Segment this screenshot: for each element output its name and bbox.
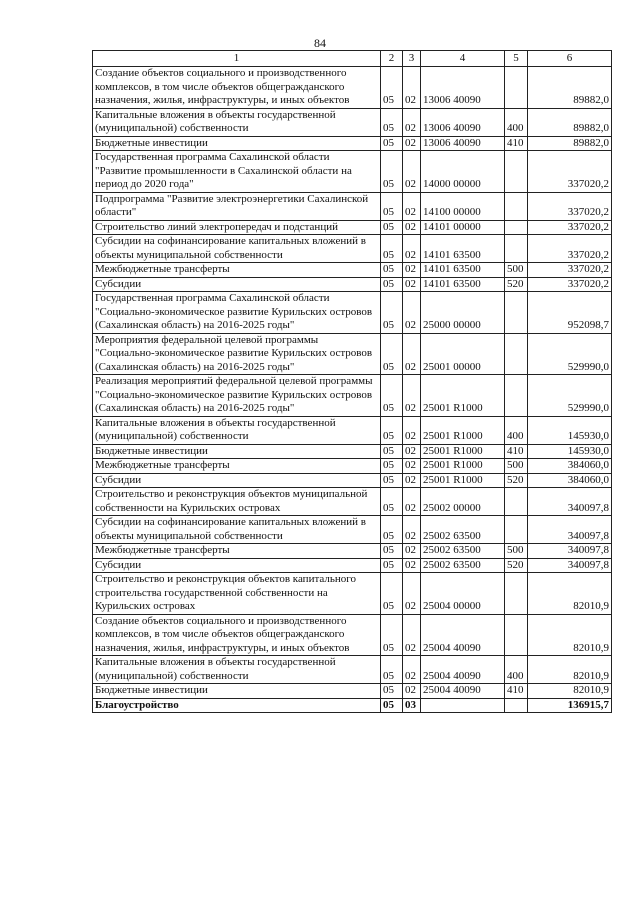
row-expense-type-cell bbox=[505, 192, 528, 220]
row-target-article-cell: 25002 63500 bbox=[421, 544, 505, 559]
row-section-cell: 05 bbox=[381, 333, 403, 375]
row-expense-type-cell bbox=[505, 614, 528, 656]
table-row bbox=[93, 444, 612, 459]
row-amount-cell: 82010,9 bbox=[528, 684, 612, 699]
row-target-article-cell: 25002 00000 bbox=[421, 488, 505, 516]
table-row bbox=[93, 375, 612, 417]
row-target-article-cell: 25001 R1000 bbox=[421, 459, 505, 474]
row-name-cell: Субсидии bbox=[93, 277, 381, 292]
row-section-cell: 05 bbox=[381, 235, 403, 263]
row-section-cell: 05 bbox=[381, 444, 403, 459]
row-amount-cell: 82010,9 bbox=[528, 573, 612, 615]
row-name-cell: Подпрограмма "Развитие электроэнергетики Сахалинской области" bbox=[93, 192, 381, 220]
row-target-article-cell: 14100 00000 bbox=[421, 192, 505, 220]
row-subsection-cell: 02 bbox=[403, 67, 421, 109]
row-amount-cell: 340097,8 bbox=[528, 544, 612, 559]
row-name-cell: Строительство линий электропередач и подстанций bbox=[93, 220, 381, 235]
row-target-article-cell: 25001 R1000 bbox=[421, 444, 505, 459]
row-subsection-cell: 02 bbox=[403, 263, 421, 278]
row-name-cell: Субсидии на софинансирование капитальных вложений в объекты муниципальной собственности bbox=[93, 235, 381, 263]
row-name-cell: Государственная программа Сахалинской области "Развитие промышленности в Сахалинской области на период до 2020 года" bbox=[93, 151, 381, 193]
row-section-cell: 05 bbox=[381, 573, 403, 615]
row-target-article-cell: 25001 00000 bbox=[421, 333, 505, 375]
row-section-cell: 05 bbox=[381, 656, 403, 684]
row-name-cell: Создание объектов социального и производственного комплексов, в том числе объектов общегражданского назначения, жилья, инфраструктуры, и иных объектов bbox=[93, 67, 381, 109]
table-row bbox=[93, 573, 612, 615]
row-amount-cell: 529990,0 bbox=[528, 375, 612, 417]
table-row bbox=[93, 192, 612, 220]
row-section-cell: 05 bbox=[381, 151, 403, 193]
row-name-cell: Субсидии bbox=[93, 558, 381, 573]
row-amount-cell: 384060,0 bbox=[528, 473, 612, 488]
table-row bbox=[93, 614, 612, 656]
row-section-cell: 05 bbox=[381, 416, 403, 444]
row-expense-type-cell: 520 bbox=[505, 558, 528, 573]
row-section-cell: 05 bbox=[381, 136, 403, 151]
row-target-article-cell: 25002 63500 bbox=[421, 558, 505, 573]
row-subsection-cell: 02 bbox=[403, 444, 421, 459]
row-section-cell: 05 bbox=[381, 698, 403, 713]
row-amount-cell: 89882,0 bbox=[528, 136, 612, 151]
row-section-cell: 05 bbox=[381, 292, 403, 334]
row-amount-cell: 340097,8 bbox=[528, 488, 612, 516]
row-expense-type-cell bbox=[505, 488, 528, 516]
row-section-cell: 05 bbox=[381, 277, 403, 292]
row-target-article-cell: 13006 40090 bbox=[421, 108, 505, 136]
row-amount-cell: 337020,2 bbox=[528, 220, 612, 235]
row-section-cell: 05 bbox=[381, 558, 403, 573]
row-name-cell: Межбюджетные трансферты bbox=[93, 263, 381, 278]
row-name-cell: Капитальные вложения в объекты государственной (муниципальной) собственности bbox=[93, 108, 381, 136]
row-subsection-cell: 02 bbox=[403, 459, 421, 474]
budget-table bbox=[92, 50, 612, 713]
row-target-article-cell: 25001 R1000 bbox=[421, 416, 505, 444]
row-name-cell: Межбюджетные трансферты bbox=[93, 544, 381, 559]
row-target-article-cell: 14000 00000 bbox=[421, 151, 505, 193]
row-name-cell: Реализация мероприятий федеральной целевой программы "Социально-экономическое развитие Курильских островов (Сахалинская область) на 2016-2025 годы" bbox=[93, 375, 381, 417]
column-header-expense-type: 5 bbox=[505, 51, 528, 67]
table-row bbox=[93, 220, 612, 235]
row-target-article-cell: 14101 63500 bbox=[421, 235, 505, 263]
row-amount-cell: 136915,7 bbox=[528, 698, 612, 713]
table-row bbox=[93, 698, 612, 713]
table-row bbox=[93, 151, 612, 193]
row-name-cell: Строительство и реконструкция объектов капитального строительства государственной собственности на Курильских островах bbox=[93, 573, 381, 615]
row-expense-type-cell bbox=[505, 67, 528, 109]
row-subsection-cell: 02 bbox=[403, 416, 421, 444]
row-name-cell: Мероприятия федеральной целевой программы "Социально-экономическое развитие Курильских островов (Сахалинская область) на 2016-2025 годы" bbox=[93, 333, 381, 375]
row-subsection-cell: 02 bbox=[403, 573, 421, 615]
row-expense-type-cell: 400 bbox=[505, 416, 528, 444]
row-name-cell: Капитальные вложения в объекты государственной (муниципальной) собственности bbox=[93, 656, 381, 684]
table-row bbox=[93, 235, 612, 263]
row-target-article-cell bbox=[421, 698, 505, 713]
row-expense-type-cell: 410 bbox=[505, 136, 528, 151]
table-row bbox=[93, 292, 612, 334]
row-name-cell: Бюджетные инвестиции bbox=[93, 136, 381, 151]
row-name-cell: Бюджетные инвестиции bbox=[93, 444, 381, 459]
column-header-amount: 6 bbox=[528, 51, 612, 67]
table-row bbox=[93, 67, 612, 109]
row-name-cell: Капитальные вложения в объекты государственной (муниципальной) собственности bbox=[93, 416, 381, 444]
row-expense-type-cell bbox=[505, 573, 528, 615]
row-expense-type-cell: 500 bbox=[505, 459, 528, 474]
row-name-cell: Межбюджетные трансферты bbox=[93, 459, 381, 474]
row-target-article-cell: 25002 63500 bbox=[421, 516, 505, 544]
row-name-cell: Благоустройство bbox=[93, 698, 381, 713]
table-row bbox=[93, 473, 612, 488]
row-target-article-cell: 25000 00000 bbox=[421, 292, 505, 334]
row-subsection-cell: 02 bbox=[403, 375, 421, 417]
row-section-cell: 05 bbox=[381, 192, 403, 220]
row-expense-type-cell: 400 bbox=[505, 108, 528, 136]
row-amount-cell: 145930,0 bbox=[528, 444, 612, 459]
row-target-article-cell: 13006 40090 bbox=[421, 136, 505, 151]
row-expense-type-cell: 410 bbox=[505, 444, 528, 459]
row-section-cell: 05 bbox=[381, 473, 403, 488]
row-section-cell: 05 bbox=[381, 614, 403, 656]
row-expense-type-cell bbox=[505, 292, 528, 334]
row-section-cell: 05 bbox=[381, 108, 403, 136]
row-section-cell: 05 bbox=[381, 488, 403, 516]
row-amount-cell: 340097,8 bbox=[528, 558, 612, 573]
row-target-article-cell: 14101 00000 bbox=[421, 220, 505, 235]
row-subsection-cell: 02 bbox=[403, 516, 421, 544]
row-target-article-cell: 25004 40090 bbox=[421, 614, 505, 656]
row-amount-cell: 89882,0 bbox=[528, 108, 612, 136]
table-header-row bbox=[93, 51, 612, 67]
row-expense-type-cell bbox=[505, 516, 528, 544]
column-header-name: 1 bbox=[93, 51, 381, 67]
row-subsection-cell: 02 bbox=[403, 277, 421, 292]
row-subsection-cell: 02 bbox=[403, 684, 421, 699]
row-amount-cell: 337020,2 bbox=[528, 151, 612, 193]
row-expense-type-cell bbox=[505, 235, 528, 263]
table-row bbox=[93, 136, 612, 151]
row-expense-type-cell: 410 bbox=[505, 684, 528, 699]
row-target-article-cell: 25001 R1000 bbox=[421, 375, 505, 417]
row-expense-type-cell bbox=[505, 698, 528, 713]
row-name-cell: Создание объектов социального и производственного комплексов, в том числе объектов общегражданского назначения, жилья, инфраструктуры, и иных объектов bbox=[93, 614, 381, 656]
table-row bbox=[93, 416, 612, 444]
row-target-article-cell: 14101 63500 bbox=[421, 263, 505, 278]
row-expense-type-cell bbox=[505, 375, 528, 417]
row-amount-cell: 337020,2 bbox=[528, 277, 612, 292]
row-name-cell: Государственная программа Сахалинской области "Социально-экономическое развитие Курильских островов (Сахалинская область) на 2016-2025 годы" bbox=[93, 292, 381, 334]
row-section-cell: 05 bbox=[381, 67, 403, 109]
table-body bbox=[93, 67, 612, 713]
row-subsection-cell: 02 bbox=[403, 473, 421, 488]
row-subsection-cell: 02 bbox=[403, 558, 421, 573]
row-amount-cell: 340097,8 bbox=[528, 516, 612, 544]
row-amount-cell: 82010,9 bbox=[528, 656, 612, 684]
row-name-cell: Субсидии bbox=[93, 473, 381, 488]
row-section-cell: 05 bbox=[381, 459, 403, 474]
row-name-cell: Бюджетные инвестиции bbox=[93, 684, 381, 699]
row-amount-cell: 337020,2 bbox=[528, 235, 612, 263]
page-number: 84 bbox=[314, 36, 326, 50]
row-expense-type-cell: 520 bbox=[505, 473, 528, 488]
row-expense-type-cell: 400 bbox=[505, 656, 528, 684]
row-subsection-cell: 02 bbox=[403, 614, 421, 656]
row-expense-type-cell bbox=[505, 220, 528, 235]
row-amount-cell: 145930,0 bbox=[528, 416, 612, 444]
row-subsection-cell: 02 bbox=[403, 136, 421, 151]
row-subsection-cell: 02 bbox=[403, 192, 421, 220]
row-subsection-cell: 02 bbox=[403, 656, 421, 684]
row-target-article-cell: 25004 00000 bbox=[421, 573, 505, 615]
row-amount-cell: 384060,0 bbox=[528, 459, 612, 474]
table-row bbox=[93, 684, 612, 699]
row-section-cell: 05 bbox=[381, 375, 403, 417]
row-subsection-cell: 02 bbox=[403, 488, 421, 516]
row-section-cell: 05 bbox=[381, 544, 403, 559]
row-target-article-cell: 25004 40090 bbox=[421, 656, 505, 684]
row-target-article-cell: 25001 R1000 bbox=[421, 473, 505, 488]
row-section-cell: 05 bbox=[381, 516, 403, 544]
table-row bbox=[93, 108, 612, 136]
table-row bbox=[93, 656, 612, 684]
column-header-target-article: 4 bbox=[421, 51, 505, 67]
row-section-cell: 05 bbox=[381, 220, 403, 235]
row-amount-cell: 529990,0 bbox=[528, 333, 612, 375]
row-target-article-cell: 14101 63500 bbox=[421, 277, 505, 292]
row-expense-type-cell bbox=[505, 333, 528, 375]
table-row bbox=[93, 516, 612, 544]
row-subsection-cell: 03 bbox=[403, 698, 421, 713]
row-subsection-cell: 02 bbox=[403, 151, 421, 193]
table-row bbox=[93, 544, 612, 559]
row-name-cell: Строительство и реконструкция объектов муниципальной собственности на Курильских островах bbox=[93, 488, 381, 516]
row-subsection-cell: 02 bbox=[403, 333, 421, 375]
table-row bbox=[93, 263, 612, 278]
row-target-article-cell: 13006 40090 bbox=[421, 67, 505, 109]
table-row bbox=[93, 277, 612, 292]
row-amount-cell: 952098,7 bbox=[528, 292, 612, 334]
table-row bbox=[93, 459, 612, 474]
row-expense-type-cell: 500 bbox=[505, 544, 528, 559]
row-subsection-cell: 02 bbox=[403, 544, 421, 559]
row-expense-type-cell: 520 bbox=[505, 277, 528, 292]
row-expense-type-cell: 500 bbox=[505, 263, 528, 278]
row-section-cell: 05 bbox=[381, 263, 403, 278]
row-expense-type-cell bbox=[505, 151, 528, 193]
row-subsection-cell: 02 bbox=[403, 108, 421, 136]
row-target-article-cell: 25004 40090 bbox=[421, 684, 505, 699]
column-header-section: 2 bbox=[381, 51, 403, 67]
row-subsection-cell: 02 bbox=[403, 235, 421, 263]
row-section-cell: 05 bbox=[381, 684, 403, 699]
table-row bbox=[93, 488, 612, 516]
row-amount-cell: 89882,0 bbox=[528, 67, 612, 109]
table-row bbox=[93, 333, 612, 375]
table-row bbox=[93, 558, 612, 573]
row-amount-cell: 337020,2 bbox=[528, 263, 612, 278]
row-amount-cell: 337020,2 bbox=[528, 192, 612, 220]
row-subsection-cell: 02 bbox=[403, 292, 421, 334]
row-subsection-cell: 02 bbox=[403, 220, 421, 235]
column-header-subsection: 3 bbox=[403, 51, 421, 67]
row-amount-cell: 82010,9 bbox=[528, 614, 612, 656]
row-name-cell: Субсидии на софинансирование капитальных вложений в объекты муниципальной собственности bbox=[93, 516, 381, 544]
